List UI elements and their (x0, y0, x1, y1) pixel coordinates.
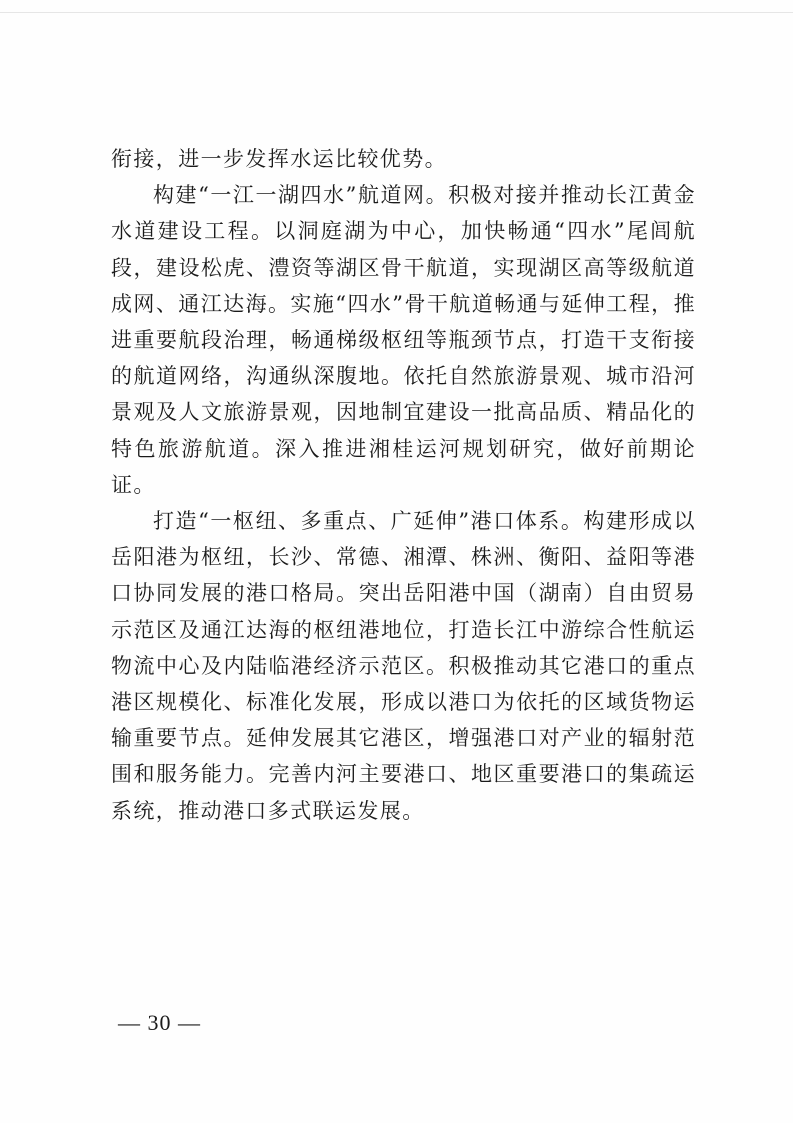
paragraph-continuation: 衔接，进一步发挥水运比较优势。 (111, 147, 447, 171)
paragraph-waterway-network: 构建“一江一湖四水”航道网。积极对接并推动长江黄金水道建设工程。以洞庭湖为中心，加快畅通“四水”尾闾航段，建设松虎、澧资等湖区骨干航道，实现湖区高等级航道成网、通江达海。实施“四水”骨干航道畅通与延伸工程，推进重要航段治理，畅通梯级枢纽等瓶颈节点，打造干支衔接的航道网络，沟通纵深腹地。依托自然旅游景观、城市沿河景观及人文旅游景观，因地制宜建设一批高品质、精品化的特色旅游航道。深入推进湘桂运河规划研究，做好前期论证。 (111, 183, 696, 497)
document-body (111, 141, 696, 829)
top-divider (0, 12, 793, 13)
page-number: — 30 — (118, 1010, 201, 1035)
paragraph-port-system: 打造“一枢纽、多重点、广延伸”港口体系。构建形成以岳阳港为枢纽，长沙、常德、湘潭、株洲、衡阳、益阳等港口协同发展的港口格局。突出岳阳港中国（湖南）自由贸易示范区及通江达海的枢纽港地位，打造长江中游综合性航运物流中心及内陆临港经济示范区。积极推动其它港口的重点港区规模化、标准化发展，形成以港口为依托的区域货物运输重要节点。延伸发展其它港区，增强港口对产业的辐射范围和服务能力。完善内河主要港口、地区重要港口的集疏运系统，推动港口多式联运发展。 (111, 509, 696, 823)
